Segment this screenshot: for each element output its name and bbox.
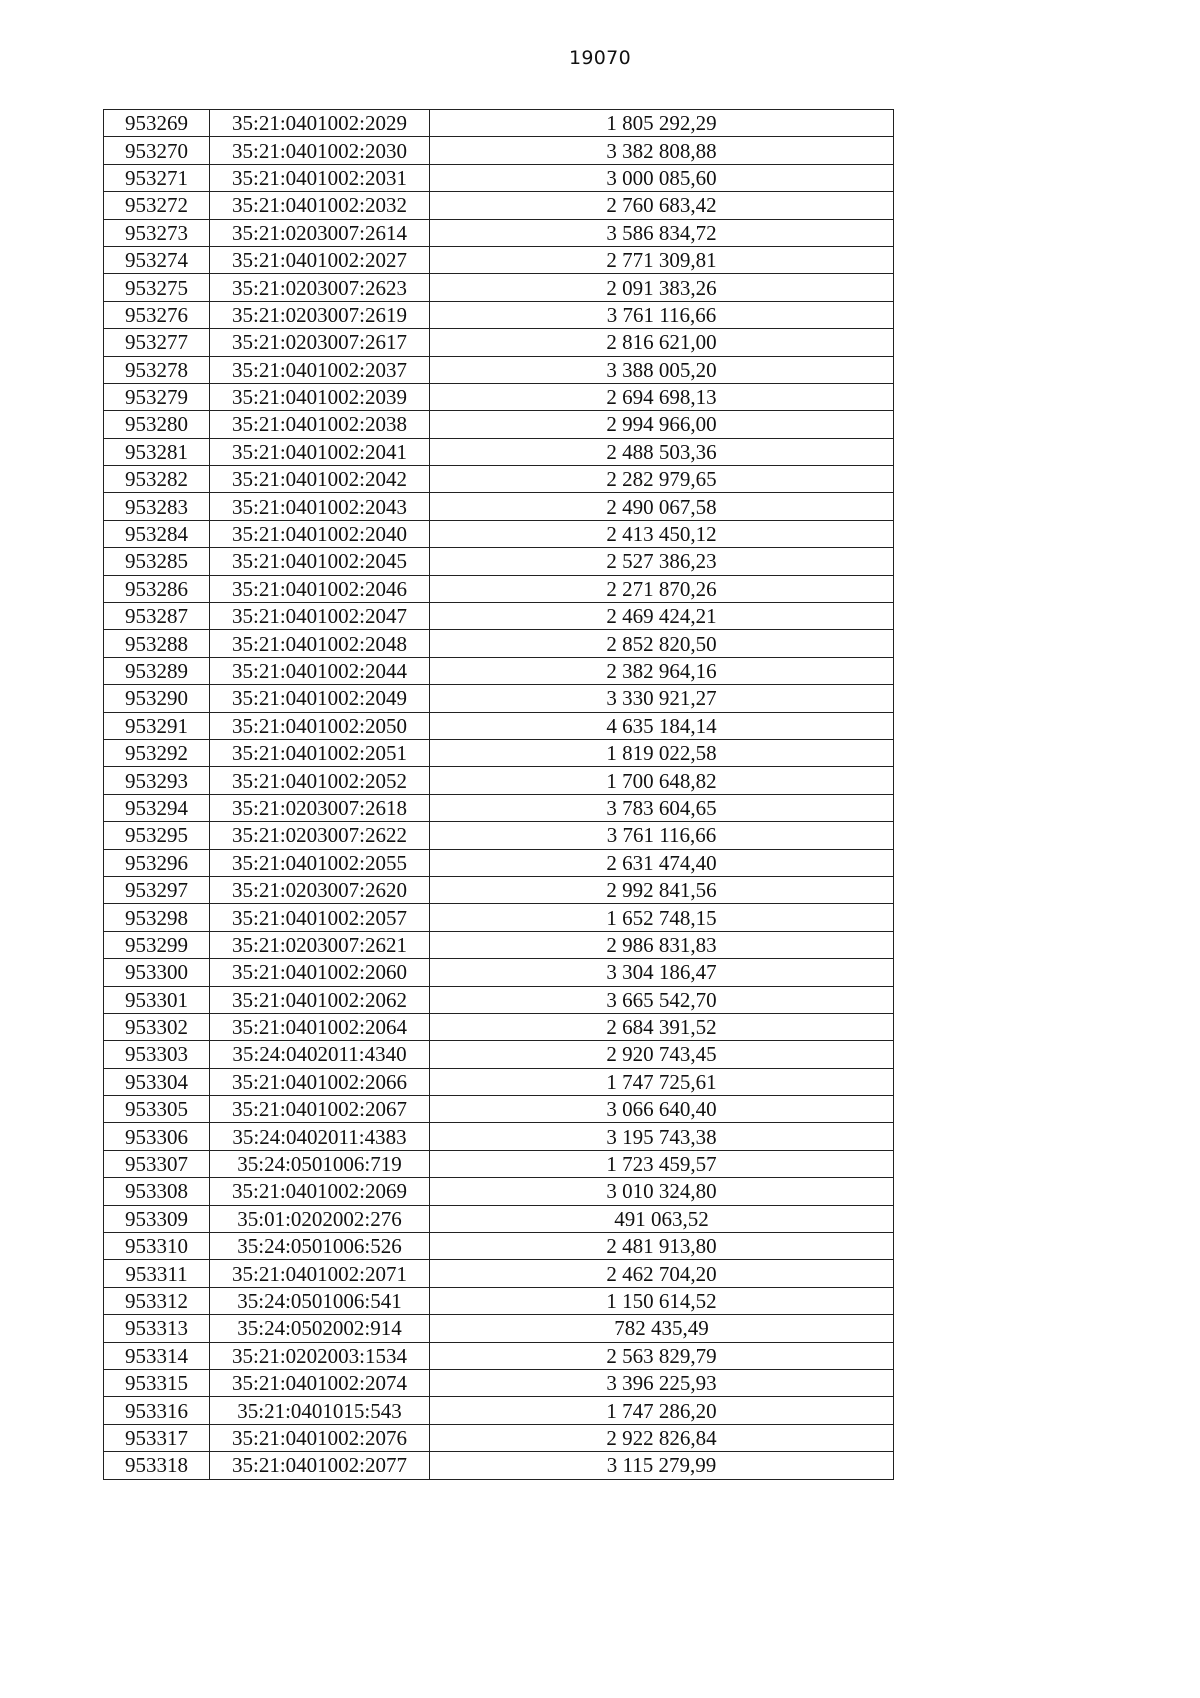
cadastral-value-cell: 2 271 870,26 xyxy=(430,575,894,602)
table-row xyxy=(104,301,894,328)
table-row xyxy=(104,274,894,301)
row-number-cell: 953271 xyxy=(104,164,210,191)
cadastral-number-cell: 35:24:0502002:914 xyxy=(210,1315,430,1342)
cadastral-value-cell: 3 000 085,60 xyxy=(430,164,894,191)
table-row xyxy=(104,1315,894,1342)
cadastral-value-cell: 2 382 964,16 xyxy=(430,657,894,684)
cadastral-value-cell: 4 635 184,14 xyxy=(430,712,894,739)
cadastral-value-cell: 1 747 286,20 xyxy=(430,1397,894,1424)
cadastral-value-cell: 491 063,52 xyxy=(430,1205,894,1232)
cadastral-value-cell: 3 010 324,80 xyxy=(430,1178,894,1205)
table-row xyxy=(104,438,894,465)
cadastral-number-cell: 35:01:0202002:276 xyxy=(210,1205,430,1232)
row-number-cell: 953286 xyxy=(104,575,210,602)
cadastral-number-cell: 35:21:0203007:2617 xyxy=(210,329,430,356)
row-number-cell: 953303 xyxy=(104,1041,210,1068)
row-number-cell: 953297 xyxy=(104,876,210,903)
row-number-cell: 953306 xyxy=(104,1123,210,1150)
table-row xyxy=(104,630,894,657)
row-number-cell: 953288 xyxy=(104,630,210,657)
row-number-cell: 953278 xyxy=(104,356,210,383)
row-number-cell: 953295 xyxy=(104,822,210,849)
row-number-cell: 953281 xyxy=(104,438,210,465)
cadastral-value-cell: 2 563 829,79 xyxy=(430,1342,894,1369)
cadastral-number-cell: 35:21:0401002:2062 xyxy=(210,986,430,1013)
cadastral-value-cell: 3 396 225,93 xyxy=(430,1369,894,1396)
row-number-cell: 953292 xyxy=(104,739,210,766)
table-row xyxy=(104,794,894,821)
table-row xyxy=(104,192,894,219)
cadastral-number-cell: 35:21:0401002:2029 xyxy=(210,110,430,137)
cadastral-value-cell: 2 760 683,42 xyxy=(430,192,894,219)
cadastral-number-cell: 35:24:0501006:719 xyxy=(210,1150,430,1177)
cadastral-number-cell: 35:21:0401002:2064 xyxy=(210,1013,430,1040)
cadastral-number-cell: 35:21:0401002:2038 xyxy=(210,411,430,438)
cadastral-value-cell: 2 694 698,13 xyxy=(430,383,894,410)
table-row xyxy=(104,603,894,630)
cadastral-number-cell: 35:21:0401002:2030 xyxy=(210,137,430,164)
table-row xyxy=(104,1123,894,1150)
cadastral-value-cell: 3 115 279,99 xyxy=(430,1452,894,1479)
row-number-cell: 953302 xyxy=(104,1013,210,1040)
cadastral-value-cell: 2 920 743,45 xyxy=(430,1041,894,1068)
cadastral-value-cell: 3 783 604,65 xyxy=(430,794,894,821)
cadastral-number-cell: 35:21:0401002:2069 xyxy=(210,1178,430,1205)
cadastral-value-cell: 2 481 913,80 xyxy=(430,1233,894,1260)
row-number-cell: 953291 xyxy=(104,712,210,739)
row-number-cell: 953272 xyxy=(104,192,210,219)
cadastral-number-cell: 35:21:0401002:2045 xyxy=(210,548,430,575)
cadastral-value-cell: 1 652 748,15 xyxy=(430,904,894,931)
cadastral-value-cell: 3 304 186,47 xyxy=(430,959,894,986)
cadastral-value-cell: 2 994 966,00 xyxy=(430,411,894,438)
cadastral-number-cell: 35:21:0203007:2619 xyxy=(210,301,430,328)
cadastral-number-cell: 35:21:0401002:2052 xyxy=(210,767,430,794)
row-number-cell: 953298 xyxy=(104,904,210,931)
table-row xyxy=(104,767,894,794)
cadastral-number-cell: 35:21:0401002:2060 xyxy=(210,959,430,986)
table-row xyxy=(104,931,894,958)
cadastral-number-cell: 35:21:0401002:2047 xyxy=(210,603,430,630)
cadastral-value-cell: 3 066 640,40 xyxy=(430,1096,894,1123)
table-row xyxy=(104,1369,894,1396)
cadastral-value-cell: 1 819 022,58 xyxy=(430,739,894,766)
cadastral-value-cell: 2 488 503,36 xyxy=(430,438,894,465)
row-number-cell: 953287 xyxy=(104,603,210,630)
row-number-cell: 953269 xyxy=(104,110,210,137)
cadastral-number-cell: 35:21:0401002:2076 xyxy=(210,1424,430,1451)
table-row xyxy=(104,520,894,547)
row-number-cell: 953317 xyxy=(104,1424,210,1451)
table-row xyxy=(104,493,894,520)
cadastral-value-cell: 2 091 383,26 xyxy=(430,274,894,301)
cadastral-number-cell: 35:21:0401002:2066 xyxy=(210,1068,430,1095)
row-number-cell: 953294 xyxy=(104,794,210,821)
cadastral-number-cell: 35:21:0401002:2043 xyxy=(210,493,430,520)
cadastral-number-cell: 35:21:0401002:2044 xyxy=(210,657,430,684)
row-number-cell: 953305 xyxy=(104,1096,210,1123)
table-row xyxy=(104,356,894,383)
cadastral-number-cell: 35:21:0401002:2077 xyxy=(210,1452,430,1479)
cadastral-value-cell: 3 586 834,72 xyxy=(430,219,894,246)
cadastral-number-cell: 35:21:0401002:2032 xyxy=(210,192,430,219)
cadastral-value-cell: 1 150 614,52 xyxy=(430,1287,894,1314)
table-row xyxy=(104,849,894,876)
cadastral-number-cell: 35:21:0401002:2040 xyxy=(210,520,430,547)
cadastral-value-cell: 1 747 725,61 xyxy=(430,1068,894,1095)
cadastral-value-cell: 1 700 648,82 xyxy=(430,767,894,794)
table-row xyxy=(104,246,894,273)
table-row xyxy=(104,1150,894,1177)
cadastral-value-cell: 3 388 005,20 xyxy=(430,356,894,383)
cadastral-value-cell: 3 761 116,66 xyxy=(430,822,894,849)
table-row xyxy=(104,1397,894,1424)
table-row xyxy=(104,1424,894,1451)
cadastral-value-cell: 1 805 292,29 xyxy=(430,110,894,137)
row-number-cell: 953282 xyxy=(104,466,210,493)
table-row xyxy=(104,575,894,602)
row-number-cell: 953277 xyxy=(104,329,210,356)
table-row xyxy=(104,1260,894,1287)
table-row xyxy=(104,329,894,356)
table-row xyxy=(104,1068,894,1095)
cadastral-number-cell: 35:21:0203007:2620 xyxy=(210,876,430,903)
row-number-cell: 953316 xyxy=(104,1397,210,1424)
cadastral-number-cell: 35:21:0202003:1534 xyxy=(210,1342,430,1369)
table-row xyxy=(104,959,894,986)
row-number-cell: 953270 xyxy=(104,137,210,164)
cadastral-number-cell: 35:24:0402011:4383 xyxy=(210,1123,430,1150)
cadastral-number-cell: 35:21:0203007:2623 xyxy=(210,274,430,301)
cadastral-number-cell: 35:21:0401002:2067 xyxy=(210,1096,430,1123)
table-row xyxy=(104,137,894,164)
row-number-cell: 953289 xyxy=(104,657,210,684)
table-row xyxy=(104,1342,894,1369)
table-body xyxy=(104,110,894,1480)
cadastral-value-cell: 2 992 841,56 xyxy=(430,876,894,903)
cadastral-value-cell: 2 922 826,84 xyxy=(430,1424,894,1451)
cadastral-value-cell: 3 195 743,38 xyxy=(430,1123,894,1150)
cadastral-number-cell: 35:21:0401002:2039 xyxy=(210,383,430,410)
cadastral-value-table xyxy=(103,109,894,1480)
row-number-cell: 953318 xyxy=(104,1452,210,1479)
row-number-cell: 953309 xyxy=(104,1205,210,1232)
row-number-cell: 953276 xyxy=(104,301,210,328)
row-number-cell: 953290 xyxy=(104,685,210,712)
table-row xyxy=(104,904,894,931)
cadastral-number-cell: 35:21:0401002:2031 xyxy=(210,164,430,191)
table-row xyxy=(104,383,894,410)
cadastral-value-cell: 782 435,49 xyxy=(430,1315,894,1342)
row-number-cell: 953313 xyxy=(104,1315,210,1342)
cadastral-value-cell: 2 684 391,52 xyxy=(430,1013,894,1040)
cadastral-value-cell: 1 723 459,57 xyxy=(430,1150,894,1177)
row-number-cell: 953314 xyxy=(104,1342,210,1369)
row-number-cell: 953274 xyxy=(104,246,210,273)
cadastral-number-cell: 35:24:0402011:4340 xyxy=(210,1041,430,1068)
cadastral-number-cell: 35:21:0401002:2051 xyxy=(210,739,430,766)
row-number-cell: 953301 xyxy=(104,986,210,1013)
row-number-cell: 953283 xyxy=(104,493,210,520)
cadastral-value-cell: 3 382 808,88 xyxy=(430,137,894,164)
cadastral-number-cell: 35:21:0203007:2614 xyxy=(210,219,430,246)
row-number-cell: 953299 xyxy=(104,931,210,958)
cadastral-number-cell: 35:21:0401002:2041 xyxy=(210,438,430,465)
cadastral-number-cell: 35:21:0401002:2037 xyxy=(210,356,430,383)
cadastral-value-cell: 2 631 474,40 xyxy=(430,849,894,876)
cadastral-number-cell: 35:21:0401002:2050 xyxy=(210,712,430,739)
table-row xyxy=(104,986,894,1013)
cadastral-number-cell: 35:24:0501006:541 xyxy=(210,1287,430,1314)
row-number-cell: 953296 xyxy=(104,849,210,876)
cadastral-number-cell: 35:21:0401002:2049 xyxy=(210,685,430,712)
cadastral-number-cell: 35:21:0401002:2042 xyxy=(210,466,430,493)
table-row xyxy=(104,1233,894,1260)
cadastral-number-cell: 35:21:0401002:2048 xyxy=(210,630,430,657)
cadastral-number-cell: 35:21:0401002:2046 xyxy=(210,575,430,602)
row-number-cell: 953273 xyxy=(104,219,210,246)
table-row xyxy=(104,712,894,739)
page-number: 19070 xyxy=(569,47,631,69)
row-number-cell: 953312 xyxy=(104,1287,210,1314)
cadastral-value-cell: 3 665 542,70 xyxy=(430,986,894,1013)
cadastral-number-cell: 35:21:0401002:2074 xyxy=(210,1369,430,1396)
table-row xyxy=(104,548,894,575)
row-number-cell: 953308 xyxy=(104,1178,210,1205)
cadastral-value-cell: 2 771 309,81 xyxy=(430,246,894,273)
cadastral-value-cell: 2 816 621,00 xyxy=(430,329,894,356)
cadastral-value-cell: 2 852 820,50 xyxy=(430,630,894,657)
row-number-cell: 953285 xyxy=(104,548,210,575)
cadastral-value-cell: 2 469 424,21 xyxy=(430,603,894,630)
row-number-cell: 953307 xyxy=(104,1150,210,1177)
table-row xyxy=(104,822,894,849)
cadastral-value-cell: 3 330 921,27 xyxy=(430,685,894,712)
row-number-cell: 953280 xyxy=(104,411,210,438)
row-number-cell: 953311 xyxy=(104,1260,210,1287)
table-row xyxy=(104,164,894,191)
table-row xyxy=(104,1205,894,1232)
table-row xyxy=(104,657,894,684)
cadastral-number-cell: 35:21:0401002:2057 xyxy=(210,904,430,931)
row-number-cell: 953300 xyxy=(104,959,210,986)
cadastral-number-cell: 35:21:0401002:2071 xyxy=(210,1260,430,1287)
table-row xyxy=(104,1452,894,1479)
table-row xyxy=(104,685,894,712)
cadastral-value-cell: 2 282 979,65 xyxy=(430,466,894,493)
table-row xyxy=(104,110,894,137)
cadastral-number-cell: 35:21:0203007:2622 xyxy=(210,822,430,849)
cadastral-number-cell: 35:24:0501006:526 xyxy=(210,1233,430,1260)
table-row xyxy=(104,411,894,438)
cadastral-number-cell: 35:21:0401002:2055 xyxy=(210,849,430,876)
row-number-cell: 953315 xyxy=(104,1369,210,1396)
table-row xyxy=(104,1178,894,1205)
row-number-cell: 953310 xyxy=(104,1233,210,1260)
cadastral-value-cell: 2 462 704,20 xyxy=(430,1260,894,1287)
cadastral-number-cell: 35:21:0401015:543 xyxy=(210,1397,430,1424)
cadastral-value-cell: 2 527 386,23 xyxy=(430,548,894,575)
table-row xyxy=(104,739,894,766)
cadastral-value-cell: 2 413 450,12 xyxy=(430,520,894,547)
cadastral-value-cell: 3 761 116,66 xyxy=(430,301,894,328)
table-row xyxy=(104,1287,894,1314)
row-number-cell: 953275 xyxy=(104,274,210,301)
cadastral-number-cell: 35:21:0203007:2618 xyxy=(210,794,430,821)
row-number-cell: 953293 xyxy=(104,767,210,794)
cadastral-value-cell: 2 490 067,58 xyxy=(430,493,894,520)
table-row xyxy=(104,1096,894,1123)
cadastral-number-cell: 35:21:0401002:2027 xyxy=(210,246,430,273)
cadastral-number-cell: 35:21:0203007:2621 xyxy=(210,931,430,958)
table-row xyxy=(104,1041,894,1068)
table-row xyxy=(104,219,894,246)
table-row xyxy=(104,876,894,903)
table-row xyxy=(104,1013,894,1040)
row-number-cell: 953304 xyxy=(104,1068,210,1095)
row-number-cell: 953279 xyxy=(104,383,210,410)
table-row xyxy=(104,466,894,493)
cadastral-value-cell: 2 986 831,83 xyxy=(430,931,894,958)
row-number-cell: 953284 xyxy=(104,520,210,547)
